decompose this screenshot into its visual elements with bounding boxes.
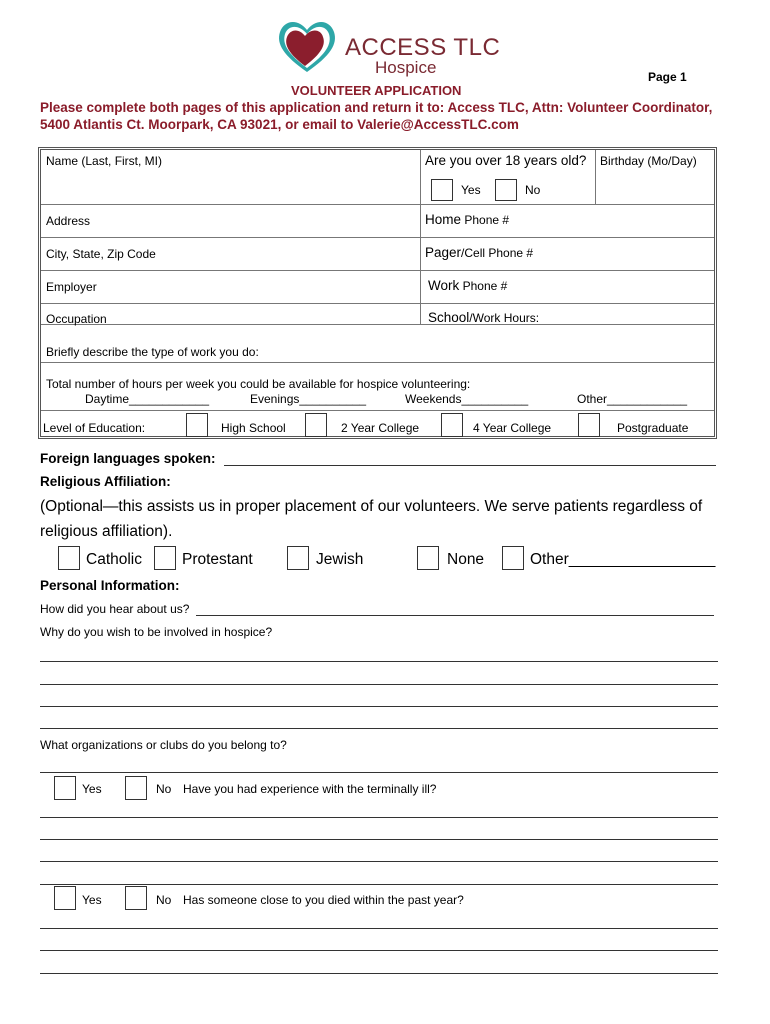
- other-hours-field[interactable]: Other____________: [577, 392, 688, 406]
- died-yes-checkbox[interactable]: [54, 886, 76, 910]
- over-18-yes-checkbox[interactable]: [431, 179, 453, 201]
- religion-option: Protestant: [182, 551, 253, 568]
- education-option: Postgraduate: [617, 421, 689, 435]
- answer-line[interactable]: [40, 817, 718, 818]
- weekends-field[interactable]: Weekends__________: [405, 392, 529, 406]
- jewish-checkbox[interactable]: [287, 546, 309, 570]
- died-question: Has someone close to you died within the past year?: [183, 893, 464, 907]
- employer-label: Employer: [46, 280, 97, 294]
- no-label: No: [156, 893, 172, 907]
- other-religion-checkbox[interactable]: [502, 546, 524, 570]
- hours-available-label: Total number of hours per week you could be available for hospice volunteering:: [46, 377, 471, 391]
- no-label: No: [525, 183, 541, 197]
- answer-line[interactable]: [40, 772, 718, 773]
- heart-logo-icon: [274, 14, 340, 76]
- evenings-field[interactable]: Evenings__________: [250, 392, 367, 406]
- religious-note: (Optional—this assists us in proper placement of our volunteers. We serve patients regardless of religious affiliation).: [40, 498, 703, 540]
- yes-label: Yes: [82, 782, 102, 796]
- page-number: Page 1: [648, 70, 687, 84]
- work-phone-label: Work Phone #: [428, 278, 508, 293]
- education-option: High School: [221, 421, 286, 435]
- school-work-hours-label: School/Work Hours:: [428, 310, 540, 325]
- education-option: 2 Year College: [341, 421, 420, 435]
- name-label: Name (Last, First, MI): [46, 154, 163, 168]
- answer-line[interactable]: [40, 973, 718, 974]
- organizations-label: What organizations or clubs do you belong to?: [40, 738, 287, 752]
- died-no-checkbox[interactable]: [125, 886, 147, 910]
- why-hospice-label: Why do you wish to be involved in hospice?: [40, 625, 273, 639]
- city-state-zip-label: City, State, Zip Code: [46, 247, 156, 261]
- religion-option: Catholic: [86, 551, 142, 568]
- work-description-label: Briefly describe the type of work you do:: [46, 345, 259, 359]
- answer-line[interactable]: [40, 950, 718, 951]
- terminally-ill-no-checkbox[interactable]: [125, 776, 147, 800]
- yes-label: Yes: [82, 893, 102, 907]
- answer-line[interactable]: [40, 706, 718, 707]
- logo-subtitle: Hospice: [375, 58, 437, 77]
- page-title: VOLUNTEER APPLICATION: [291, 83, 462, 98]
- terminally-ill-question: Have you had experience with the terminally ill?: [183, 782, 437, 796]
- answer-line[interactable]: [40, 884, 718, 885]
- religion-option: Other_________________: [530, 551, 716, 568]
- no-label: No: [156, 782, 172, 796]
- daytime-field[interactable]: Daytime____________: [85, 392, 210, 406]
- hear-about-line[interactable]: [196, 615, 714, 616]
- answer-line[interactable]: [40, 728, 718, 729]
- none-checkbox[interactable]: [417, 546, 439, 570]
- languages-line[interactable]: [224, 465, 716, 466]
- home-phone-label: Home Phone #: [425, 212, 510, 227]
- answer-line[interactable]: [40, 839, 718, 840]
- education-option: 4 Year College: [473, 421, 552, 435]
- education-4yr-checkbox[interactable]: [441, 413, 463, 437]
- over-18-no-checkbox[interactable]: [495, 179, 517, 201]
- education-2yr-checkbox[interactable]: [305, 413, 327, 437]
- application-form-table: [38, 147, 717, 439]
- education-high-school-checkbox[interactable]: [186, 413, 208, 437]
- education-label: Level of Education:: [43, 421, 146, 435]
- yes-label: Yes: [461, 183, 481, 197]
- religion-option: Jewish: [316, 551, 364, 568]
- birthday-label: Birthday (Mo/Day): [600, 154, 697, 168]
- protestant-checkbox[interactable]: [154, 546, 176, 570]
- answer-line[interactable]: [40, 928, 718, 929]
- pager-cell-label: Pager/Cell Phone #: [425, 245, 534, 260]
- catholic-checkbox[interactable]: [58, 546, 80, 570]
- hear-about-label: How did you hear about us?: [40, 602, 190, 616]
- religious-heading: Religious Affiliation:: [40, 474, 171, 489]
- answer-line[interactable]: [40, 861, 718, 862]
- religion-option: None: [447, 551, 485, 568]
- logo-wordmark: ACCESS TLC: [345, 34, 501, 61]
- address-label: Address: [46, 214, 91, 228]
- answer-line[interactable]: [40, 661, 718, 662]
- languages-label: Foreign languages spoken:: [40, 451, 216, 466]
- instructions-text: Please complete both pages of this application and return it to: Access TLC, Attn: Volunteer Coordinator, 5400 Atlantis Ct. Moorpark, CA 93021, or email to Valerie@AccessTLC.com: [40, 100, 713, 132]
- personal-info-heading: Personal Information:: [40, 578, 180, 593]
- over-18-label: Are you over 18 years old?: [425, 153, 587, 168]
- education-postgrad-checkbox[interactable]: [578, 413, 600, 437]
- occupation-label: Occupation: [46, 312, 107, 326]
- terminally-ill-yes-checkbox[interactable]: [54, 776, 76, 800]
- answer-line[interactable]: [40, 684, 718, 685]
